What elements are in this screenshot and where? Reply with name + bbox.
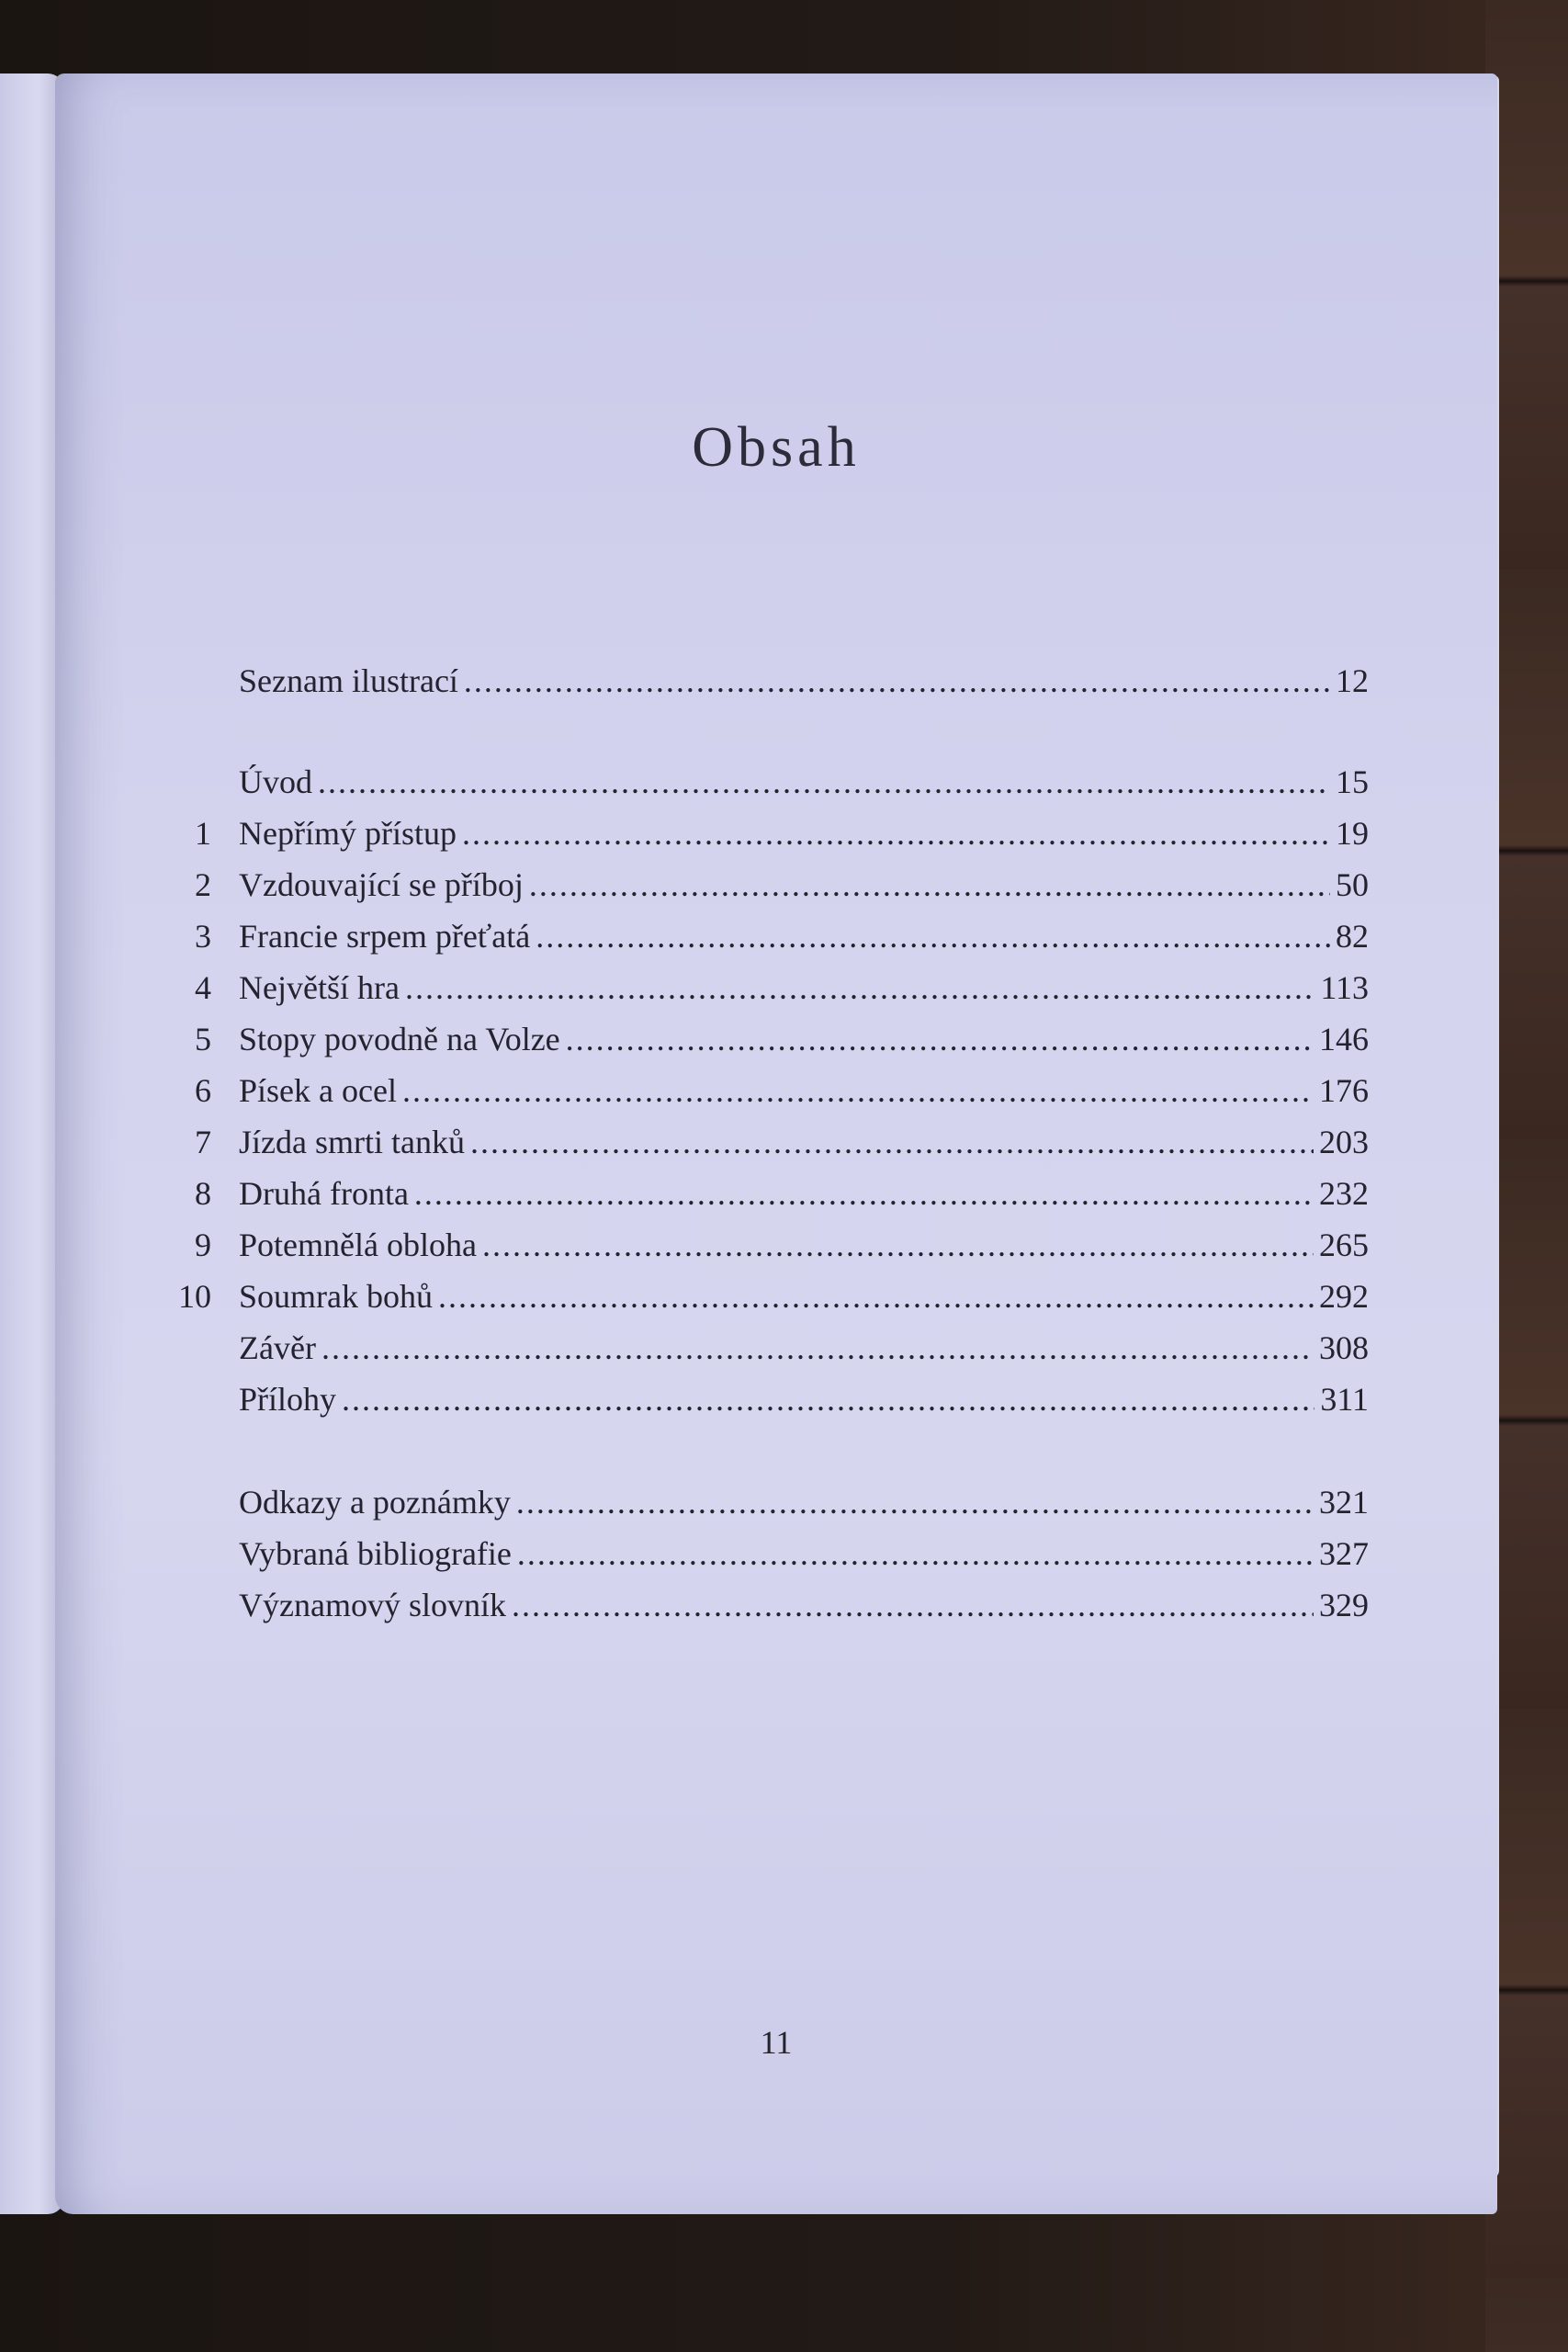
toc-entry: [138, 1071, 1369, 1117]
dot-leader: [414, 1174, 1314, 1213]
entry-page: 50: [1336, 866, 1369, 903]
page-number: 11: [760, 2024, 793, 2061]
toc-entry: [138, 1123, 1369, 1169]
chapter-number: 10: [178, 1278, 211, 1315]
entry-title: Úvod: [239, 763, 312, 800]
chapter-number: 7: [195, 1124, 211, 1160]
entry-title: Soumrak bohů: [239, 1278, 433, 1315]
entry-page: 327: [1319, 1535, 1369, 1572]
chapter-number: 2: [195, 866, 211, 903]
dot-leader: [402, 1071, 1314, 1110]
page-title: Obsah: [692, 416, 861, 479]
entry-page: 146: [1319, 1021, 1369, 1057]
entry-page: 15: [1336, 763, 1369, 800]
entry-page: 232: [1319, 1175, 1369, 1212]
toc-entry: [138, 1329, 1369, 1374]
entry-title: Odkazy a poznámky: [239, 1484, 511, 1521]
entry-title: Písek a ocel: [239, 1072, 397, 1109]
chapter-number: 5: [195, 1021, 211, 1057]
entry-page: 19: [1336, 815, 1369, 852]
toc-entry: [138, 1226, 1369, 1272]
entry-title: Seznam ilustrací: [239, 662, 458, 699]
entry-title: Vzdouvající se příboj: [239, 866, 524, 903]
entry-title: Největší hra: [239, 969, 400, 1006]
table-of-contents: [55, 74, 1497, 2214]
chapter-number: 4: [195, 969, 211, 1006]
entry-page: 82: [1336, 918, 1369, 955]
toc-entry: [138, 1174, 1369, 1220]
entry-title: Nepřímý přístup: [239, 815, 457, 852]
entry-title: Přílohy: [239, 1381, 337, 1418]
entry-page: 265: [1319, 1227, 1369, 1263]
dot-leader: [321, 1329, 1314, 1367]
entry-title: Francie srpem přeťatá: [239, 918, 531, 955]
dot-leader: [512, 1586, 1314, 1624]
dot-leader: [566, 1020, 1314, 1058]
toc-entry: [138, 1534, 1369, 1580]
chapter-number: 9: [195, 1227, 211, 1263]
dot-leader: [470, 1123, 1314, 1161]
entry-page: 308: [1319, 1329, 1369, 1366]
toc-entry: [138, 968, 1369, 1014]
toc-entry: [138, 1277, 1369, 1323]
entry-page: 12: [1336, 662, 1369, 699]
entry-page: 321: [1319, 1484, 1369, 1521]
dot-leader: [464, 662, 1330, 700]
dot-leader: [318, 763, 1330, 801]
entry-title: Závěr: [239, 1329, 316, 1366]
toc-entry: [138, 763, 1369, 808]
entry-title: Stopy povodně na Volze: [239, 1021, 560, 1057]
entry-page: 311: [1320, 1381, 1369, 1418]
dot-leader: [536, 917, 1330, 956]
chapter-number: 6: [195, 1072, 211, 1109]
toc-entry: [138, 917, 1369, 963]
toc-entry: [138, 1483, 1369, 1529]
book-page: [55, 74, 1497, 2214]
toc-entry: [138, 865, 1369, 911]
dot-leader: [517, 1534, 1314, 1573]
entry-page: 176: [1319, 1072, 1369, 1109]
dot-leader: [405, 968, 1314, 1007]
entry-title: Významový slovník: [239, 1587, 506, 1623]
toc-entry: [138, 662, 1369, 707]
toc-entry: [138, 814, 1369, 860]
toc-entry: [138, 1380, 1369, 1426]
dot-leader: [516, 1483, 1314, 1521]
entry-title: Vybraná bibliografie: [239, 1535, 512, 1572]
toc-entry: [138, 1020, 1369, 1066]
entry-page: 203: [1319, 1124, 1369, 1160]
entry-title: Jízda smrti tanků: [239, 1124, 465, 1160]
entry-title: Potemnělá obloha: [239, 1227, 477, 1263]
entry-page: 329: [1319, 1587, 1369, 1623]
dot-leader: [482, 1226, 1314, 1264]
chapter-number: 3: [195, 918, 211, 955]
dot-leader: [438, 1277, 1314, 1316]
toc-entry: [138, 1586, 1369, 1632]
entry-page: 113: [1320, 969, 1369, 1006]
entry-title: Druhá fronta: [239, 1175, 409, 1212]
dot-leader: [529, 865, 1330, 904]
dot-leader: [342, 1380, 1314, 1419]
chapter-number: 1: [195, 815, 211, 852]
entry-page: 292: [1319, 1278, 1369, 1315]
chapter-number: 8: [195, 1175, 211, 1212]
dot-leader: [462, 814, 1330, 853]
